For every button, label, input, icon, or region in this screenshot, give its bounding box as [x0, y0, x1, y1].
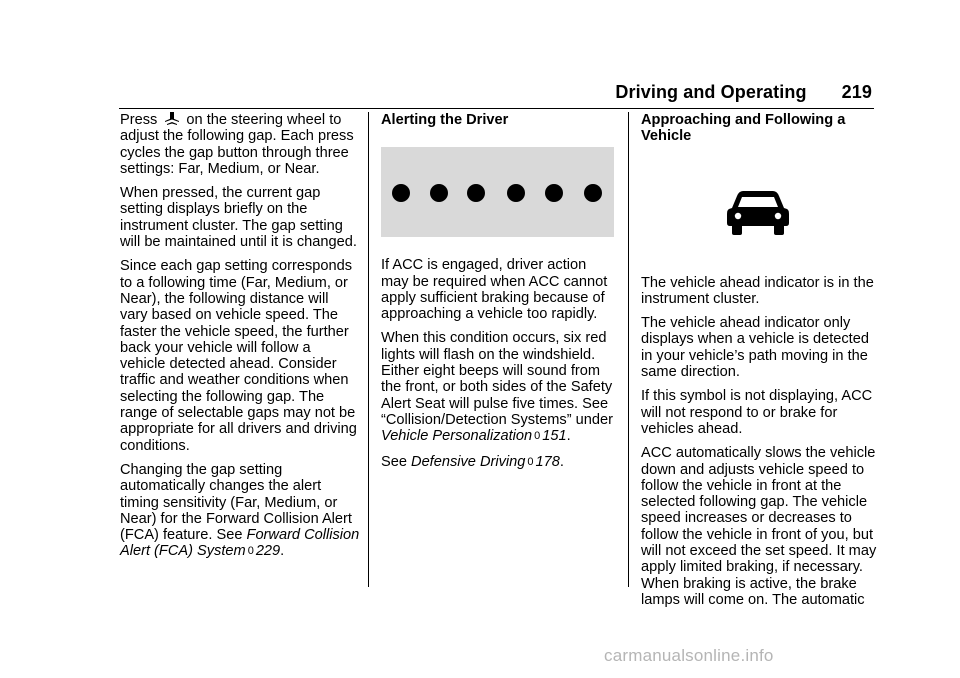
page-number: 219 — [841, 82, 872, 102]
alert-light — [392, 184, 410, 202]
cross-reference-link[interactable]: Vehicle Personalization — [381, 428, 533, 445]
cross-reference-link[interactable]: Defensive Driving — [411, 453, 526, 470]
header-rule — [119, 108, 874, 109]
column-divider — [368, 112, 369, 587]
column-left — [120, 112, 360, 569]
page-ref-arrow: 0 — [527, 455, 534, 468]
paragraph: If this symbol is not displaying, ACC will not respond to or brake for vehicles ahead. — [641, 388, 873, 437]
section-heading: Approaching and Following a Vehicle — [641, 112, 846, 145]
paragraph: ACC automatically slows the vehicle down and adjusts vehicle speed to follow the vehicle in front at the selected following gap. The vehicle speed increases or decreases to follow the vehicle in front of you, but will not exceed the set speed. It may apply limited braking, if necessary. When braking is active, the brake lamps will come on. The automatic — [641, 445, 877, 608]
page-ref-arrow: 0 — [247, 545, 254, 558]
paragraph: The vehicle ahead indicator is in the instrument cluster. — [641, 274, 874, 307]
paragraph: Press on the steering wheel to adjust the following gap. Each press cycles the gap button through three settings: Far, Medium, or Near. — [120, 112, 354, 177]
page-ref[interactable]: 178 — [535, 453, 560, 470]
paragraph: See Defensive Driving 0 178. — [381, 453, 564, 470]
alert-light — [507, 184, 525, 202]
alert-light — [545, 184, 563, 202]
page-ref[interactable]: 151 — [542, 428, 567, 445]
paragraph: If ACC is engaged, driver action may be required when ACC cannot apply sufficient braking because of approaching a vehicle too rapidly. — [381, 257, 608, 323]
page-header — [615, 82, 872, 103]
paragraph: When pressed, the current gap setting displays briefly on the instrument cluster. The gap setting will be maintained until it is changed. — [120, 185, 357, 251]
alert-light — [467, 184, 485, 202]
cross-reference-link[interactable]: Forward Collision Alert (FCA) System — [120, 527, 360, 560]
column-right — [641, 112, 877, 616]
section-title: Driving and Operating — [615, 82, 807, 102]
column-middle — [381, 112, 617, 479]
page-ref[interactable]: 229 — [255, 543, 281, 560]
vehicle-ahead-illustration — [641, 153, 877, 275]
paragraph: When this condition occurs, six red lights will flash on the windshield. Either eight beeps will sound from the front, or both sides of the Safety Alert Seat will pulse five times. See “Collision/Detection Systems” under Vehicle Personalization 0 151. — [381, 330, 613, 445]
alert-light — [430, 184, 448, 202]
alert-light — [584, 184, 602, 202]
alert-lights-svg — [381, 147, 614, 237]
page-ref-arrow: 0 — [534, 430, 541, 443]
paragraph: Changing the gap setting automatically changes the alert timing sensitivity (Far, Medium, or Near) for the Forward Collision Alert (FCA) feature. See Forward Collision Alert (FCA) System 0 229. — [120, 461, 360, 560]
paragraph: Since each gap setting corresponds to a following time (Far, Medium, or Near), the following distance will vary based on vehicle speed. The faster the vehicle speed, the further back your vehicle will follow a vehicle detected ahead. Consider traffic and weather conditions when selecting the following gap. The range of selectable gaps may not be appropriate for all drivers and driving conditions. — [120, 258, 357, 454]
paragraph: The vehicle ahead indicator only displays when a vehicle is detected in your vehicle’s path moving in the same direction. — [641, 315, 869, 381]
column-divider — [628, 112, 629, 587]
gap-distance-icon — [164, 112, 180, 126]
watermark: carmanualsonline.info — [604, 646, 774, 665]
vehicle-ahead-icon — [727, 187, 789, 237]
section-heading: Alerting the Driver — [381, 112, 509, 128]
alert-lights-illustration — [381, 147, 614, 237]
